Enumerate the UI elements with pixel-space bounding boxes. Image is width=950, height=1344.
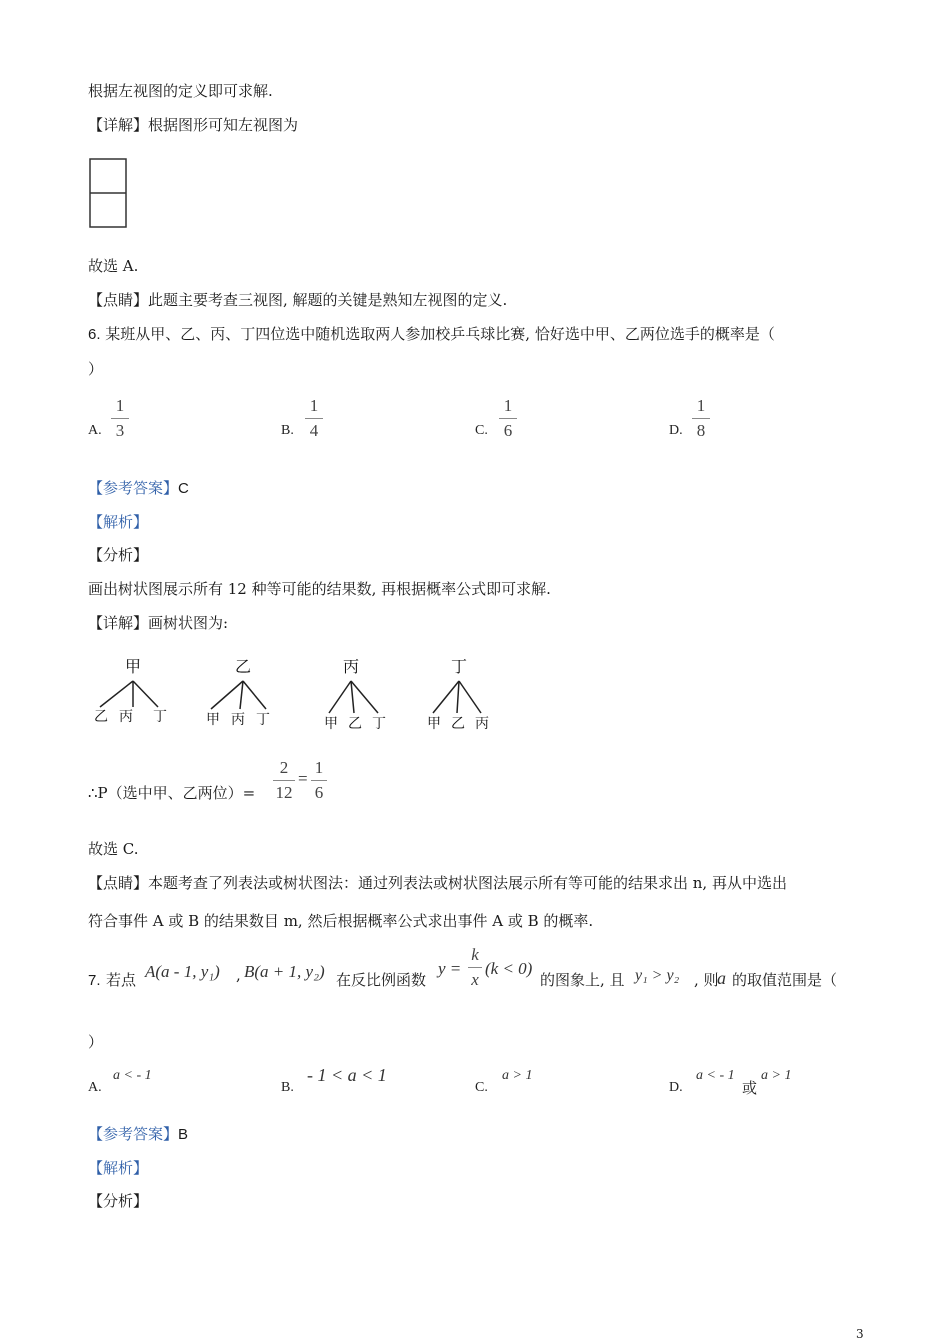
q7-option-b-letter: B. [281, 1080, 294, 1095]
tree4-root: 丁 [451, 657, 468, 676]
q7-option-a-letter: A. [88, 1080, 102, 1095]
q6-option-a-fraction [111, 396, 129, 441]
q6-option-a-num: 1 [115, 396, 125, 415]
tree3-child-1: 甲 [324, 716, 338, 732]
q6-question [88, 327, 775, 342]
q6-option-c-den: 6 [503, 421, 513, 440]
q6-prob-fraction-2 [311, 758, 327, 803]
q7-option-d-expr2: a > 1 [761, 1068, 792, 1083]
tree1-child-1: 乙 [94, 709, 108, 725]
q6-option-b-fraction [305, 396, 323, 441]
q7-ref-answer-value: B [178, 1126, 189, 1143]
q7-text-line2: ） [88, 1033, 104, 1051]
q7-point-a: A(a - 1, y₁) [145, 962, 220, 981]
q6-option-c-fraction [499, 396, 517, 441]
q7-text-5: 的取值范围是（ [732, 971, 838, 989]
q6-option-b-letter: B. [281, 423, 294, 438]
tree1-child-2: 丙 [119, 709, 133, 725]
q6-option-d-letter: D. [669, 423, 683, 438]
q5-answer-pick: 故选 A. [88, 257, 139, 275]
q7-analysis-label: 【解析】 [88, 1159, 149, 1177]
q7-option-d-or: 或 [742, 1079, 758, 1097]
q7-text-2: 在反比例函数 [336, 971, 427, 989]
q6-prob-equals: = [298, 769, 308, 788]
tree2-child-3: 丁 [256, 712, 270, 728]
tree4-child-1: 甲 [427, 716, 441, 732]
q6-fenxi-text: 画出树状图展示所有 12 种等可能的结果数, 再根据概率公式即可求解. [88, 580, 551, 598]
tree2-root: 乙 [235, 657, 252, 676]
q7-option-d-letter: D. [669, 1080, 683, 1095]
q6-text-line1: 某班从甲、乙、丙、丁四位选中随机选取两人参加校乒乓球比赛, 恰好选中甲、乙两位选手的概率是（ [105, 325, 775, 343]
q7-number: 7. [88, 972, 101, 989]
q7-option-c-expr: a > 1 [502, 1068, 533, 1083]
q6-ref-answer-value: C [178, 480, 189, 497]
q6-prob-frac1-num: 2 [279, 758, 289, 777]
q6-detail-heading: 【详解】画树状图为: [88, 614, 229, 632]
q7-option-c-letter: C. [475, 1080, 488, 1095]
tree3-child-2: 乙 [348, 716, 362, 732]
q6-fenxi-label: 【分析】 [88, 546, 149, 564]
q6-option-b-num: 1 [309, 396, 319, 415]
q6-option-d-num: 1 [696, 396, 706, 415]
q7-func-condition: (k < 0) [485, 959, 533, 978]
q7-func-lhs: y = [438, 959, 462, 978]
q5-comment: 【点睛】此题主要考查三视图, 解题的关键是熟知左视图的定义. [88, 291, 508, 309]
q7-func-fraction [468, 945, 482, 990]
q6-prob-fraction-1 [273, 758, 295, 803]
page-number: 3 [856, 1327, 864, 1341]
q6-prob-frac2-den: 6 [314, 783, 324, 802]
q6-prob-frac1-den: 12 [275, 783, 293, 802]
q6-answer-pick: 故选 C. [88, 840, 139, 858]
q7-option-d-expr: a < - 1 [696, 1068, 735, 1083]
tree3-child-3: 丁 [372, 716, 386, 732]
q6-option-c-letter: C. [475, 423, 488, 438]
q6-number: 6. [88, 326, 101, 343]
q7-func-den: x [471, 970, 479, 989]
tree3-root: 丙 [343, 657, 360, 676]
q6-option-a-den: 3 [115, 421, 125, 440]
tree2-child-1: 甲 [206, 712, 220, 728]
tree2-child-2: 丙 [231, 712, 245, 728]
tree1-root: 甲 [125, 657, 142, 676]
q6-ref-answer-label: 【参考答案】 [88, 479, 179, 497]
q6-ref-answer [88, 481, 189, 496]
q7-text-4: , 则 [694, 971, 719, 989]
q6-option-d-den: 8 [696, 421, 706, 440]
q7-text-1: 若点 [106, 971, 137, 989]
q6-analysis-label: 【解析】 [88, 513, 149, 531]
q7-option-b-expr: - 1 < a < 1 [307, 1065, 387, 1085]
tree4-child-2: 乙 [451, 716, 465, 732]
q6-option-d-fraction [692, 396, 710, 441]
q7-func-num: k [471, 945, 479, 964]
q6-prob-frac2-num: 1 [314, 758, 324, 777]
q6-prob-prefix: ∴P（选中甲、乙两位）= [88, 784, 256, 802]
detail-heading-q5: 【详解】根据图形可知左视图为 [88, 116, 299, 134]
q7-text-3: 的图象上, 且 [540, 971, 625, 989]
q7-comma: , [236, 966, 241, 984]
q6-comment-line1: 【点睛】本题考查了列表法或树状图法：通过列表法或树状图法展示所有等可能的结果求出 n, 再从中选出 [88, 874, 787, 892]
q7-inequality: y₁ > y₂ [635, 967, 680, 984]
q6-option-c-num: 1 [503, 396, 513, 415]
q7-point-b: B(a + 1, y₂) [244, 962, 325, 981]
tree-diagram [90, 655, 510, 735]
intro-text: 根据左视图的定义即可求解. [88, 82, 273, 100]
tree1-child-3: 丁 [153, 709, 167, 725]
tree4-child-3: 丙 [475, 716, 489, 732]
q7-option-a-expr: a < - 1 [113, 1068, 152, 1083]
q6-text-line2: ） [88, 360, 104, 378]
q7-ref-answer [88, 1127, 188, 1142]
q6-option-a-letter: A. [88, 423, 102, 438]
q7-fenxi-label: 【分析】 [88, 1192, 149, 1210]
q7-ref-answer-label: 【参考答案】 [88, 1125, 179, 1143]
q6-comment-line2: 符合事件 A 或 B 的结果数目 m, 然后根据概率公式求出事件 A 或 B 的概率. [88, 912, 594, 930]
q7-variable-a: a [717, 968, 726, 988]
left-view-figure [89, 158, 129, 230]
q6-option-b-den: 4 [309, 421, 319, 440]
